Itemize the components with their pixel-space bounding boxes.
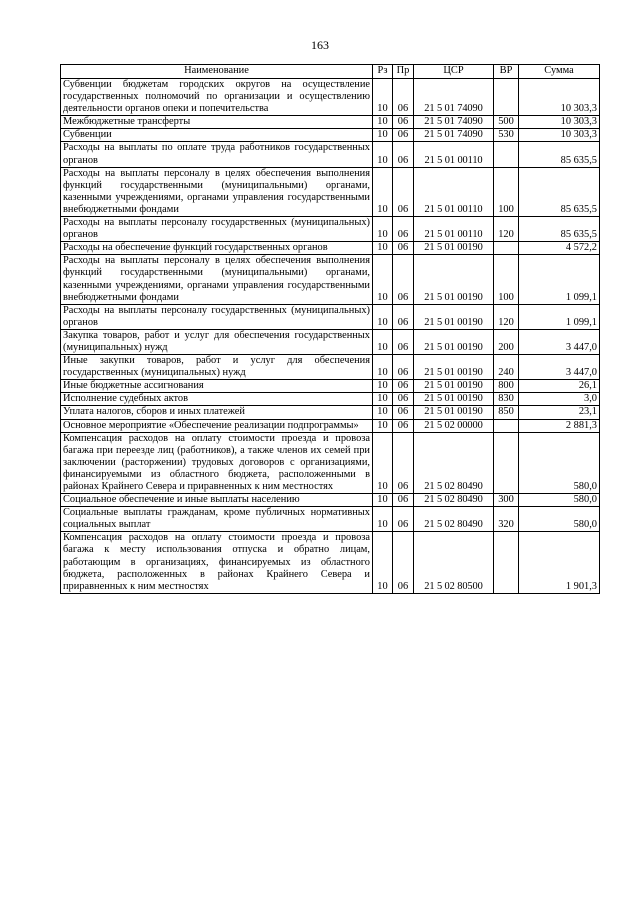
cell-sum: 23,1 (519, 406, 600, 419)
cell-name: Иные закупки товаров, работ и услуг для обеспечения государственных (муниципальных) нужд (61, 355, 373, 380)
cell-csr: 21 5 01 74090 (414, 116, 494, 129)
cell-pr: 06 (393, 507, 414, 532)
column-header-name: Наименование (61, 65, 373, 79)
cell-sum: 1 099,1 (519, 304, 600, 329)
table-row (61, 304, 600, 329)
cell-csr: 21 5 01 00190 (414, 406, 494, 419)
cell-vr: 500 (494, 116, 519, 129)
cell-csr: 21 5 01 00190 (414, 355, 494, 380)
cell-rz: 10 (373, 507, 393, 532)
cell-sum: 85 635,5 (519, 217, 600, 242)
cell-pr: 06 (393, 532, 414, 593)
cell-rz: 10 (373, 242, 393, 255)
cell-pr: 06 (393, 304, 414, 329)
cell-vr: 530 (494, 129, 519, 142)
cell-sum: 10 303,3 (519, 129, 600, 142)
cell-vr: 240 (494, 355, 519, 380)
table-row (61, 355, 600, 380)
cell-vr: 830 (494, 393, 519, 406)
cell-sum: 580,0 (519, 507, 600, 532)
cell-vr: 320 (494, 507, 519, 532)
cell-sum: 3,0 (519, 393, 600, 406)
column-header-vr: ВР (494, 65, 519, 79)
cell-csr: 21 5 01 00110 (414, 167, 494, 216)
cell-pr: 06 (393, 217, 414, 242)
cell-rz: 10 (373, 304, 393, 329)
table-row (61, 380, 600, 393)
cell-rz: 10 (373, 255, 393, 304)
cell-pr: 06 (393, 129, 414, 142)
cell-vr: 100 (494, 167, 519, 216)
cell-vr: 120 (494, 304, 519, 329)
cell-name: Уплата налогов, сборов и иных платежей (61, 406, 373, 419)
cell-name: Закупка товаров, работ и услуг для обеспечения государственных (муниципальных) нужд (61, 329, 373, 354)
cell-pr: 06 (393, 79, 414, 116)
cell-csr: 21 5 01 00190 (414, 329, 494, 354)
cell-pr: 06 (393, 255, 414, 304)
table-header-row (61, 65, 600, 79)
cell-sum: 580,0 (519, 432, 600, 493)
cell-vr (494, 242, 519, 255)
cell-sum: 3 447,0 (519, 329, 600, 354)
column-header-csr: ЦСР (414, 65, 494, 79)
cell-pr: 06 (393, 242, 414, 255)
cell-sum: 2 881,3 (519, 419, 600, 432)
cell-sum: 26,1 (519, 380, 600, 393)
cell-name: Социальные выплаты гражданам, кроме публичных нормативных социальных выплат (61, 507, 373, 532)
cell-csr: 21 5 02 80490 (414, 507, 494, 532)
table-row (61, 79, 600, 116)
table-row (61, 507, 600, 532)
table-row (61, 255, 600, 304)
cell-sum: 4 572,2 (519, 242, 600, 255)
cell-vr (494, 419, 519, 432)
cell-name: Социальное обеспечение и иные выплаты населению (61, 494, 373, 507)
cell-sum: 10 303,3 (519, 79, 600, 116)
table-row (61, 406, 600, 419)
cell-sum: 85 635,5 (519, 142, 600, 167)
cell-rz: 10 (373, 355, 393, 380)
cell-rz: 10 (373, 432, 393, 493)
cell-name: Расходы на выплаты персоналу государственных (муниципальных) органов (61, 304, 373, 329)
cell-name: Расходы на выплаты персоналу в целях обеспечения выполнения функций государственными (муниципальными) органами, казенными учреждениями, органами управления государственными внебюджетными фондами (61, 167, 373, 216)
cell-csr: 21 5 01 00190 (414, 380, 494, 393)
table-row (61, 116, 600, 129)
cell-name: Межбюджетные трансферты (61, 116, 373, 129)
cell-pr: 06 (393, 329, 414, 354)
cell-rz: 10 (373, 406, 393, 419)
cell-rz: 10 (373, 79, 393, 116)
cell-csr: 21 5 01 00190 (414, 393, 494, 406)
cell-rz: 10 (373, 142, 393, 167)
cell-sum: 1 901,3 (519, 532, 600, 593)
cell-sum: 10 303,3 (519, 116, 600, 129)
budget-table (60, 64, 600, 594)
cell-pr: 06 (393, 167, 414, 216)
cell-rz: 10 (373, 329, 393, 354)
cell-name: Основное мероприятие «Обеспечение реализации подпрограммы» (61, 419, 373, 432)
cell-csr: 21 5 01 74090 (414, 129, 494, 142)
cell-csr: 21 5 01 00190 (414, 255, 494, 304)
cell-csr: 21 5 01 00190 (414, 304, 494, 329)
table-row (61, 217, 600, 242)
cell-rz: 10 (373, 393, 393, 406)
page-number: 163 (311, 38, 329, 52)
cell-rz: 10 (373, 167, 393, 216)
cell-pr: 06 (393, 116, 414, 129)
cell-csr: 21 5 01 00110 (414, 217, 494, 242)
cell-vr (494, 79, 519, 116)
cell-vr (494, 532, 519, 593)
cell-csr: 21 5 02 80490 (414, 432, 494, 493)
cell-pr: 06 (393, 380, 414, 393)
cell-rz: 10 (373, 380, 393, 393)
cell-csr: 21 5 01 00190 (414, 242, 494, 255)
cell-pr: 06 (393, 393, 414, 406)
cell-pr: 06 (393, 406, 414, 419)
cell-rz: 10 (373, 532, 393, 593)
cell-vr: 300 (494, 494, 519, 507)
cell-csr: 21 5 01 00110 (414, 142, 494, 167)
cell-sum: 85 635,5 (519, 167, 600, 216)
table-row (61, 393, 600, 406)
cell-name: Иные бюджетные ассигнования (61, 380, 373, 393)
cell-pr: 06 (393, 419, 414, 432)
table-row (61, 494, 600, 507)
table-row (61, 167, 600, 216)
cell-name: Субвенции бюджетам городских округов на осуществление государственных полномочий по организации и осуществлению деятельности органов опеки и попечительства (61, 79, 373, 116)
cell-sum: 580,0 (519, 494, 600, 507)
cell-vr (494, 142, 519, 167)
cell-rz: 10 (373, 494, 393, 507)
cell-vr: 120 (494, 217, 519, 242)
table-row (61, 419, 600, 432)
cell-name: Компенсация расходов на оплату стоимости проезда и провоза багажа к месту использования отпуска и обратно лицам, работающим в организациях, финансируемых из областного бюджета, расположенных в районах Крайнего Севера и приравненных к ним местностях (61, 532, 373, 593)
cell-name: Расходы на обеспечение функций государственных органов (61, 242, 373, 255)
cell-rz: 10 (373, 116, 393, 129)
cell-pr: 06 (393, 494, 414, 507)
cell-csr: 21 5 02 80500 (414, 532, 494, 593)
cell-pr: 06 (393, 432, 414, 493)
cell-name: Субвенции (61, 129, 373, 142)
cell-name: Компенсация расходов на оплату стоимости проезда и провоза багажа при переезде лиц (работников), а также членов их семей при заключении (расторжении) трудовых договоров с организациями, финансируемыми из областного бюджета, расположенными в районах Крайнего Севера и приравненных к ним местностях (61, 432, 373, 493)
table-row (61, 242, 600, 255)
column-header-rz: Рз (373, 65, 393, 79)
column-header-sum: Сумма (519, 65, 600, 79)
table-row (61, 329, 600, 354)
cell-csr: 21 5 01 74090 (414, 79, 494, 116)
table-body (61, 79, 600, 594)
cell-rz: 10 (373, 129, 393, 142)
cell-vr (494, 432, 519, 493)
cell-csr: 21 5 02 80490 (414, 494, 494, 507)
cell-name: Расходы на выплаты персоналу в целях обеспечения выполнения функций государственными (муниципальными) органами, казенными учреждениями, органами управления государственными внебюджетными фондами (61, 255, 373, 304)
cell-rz: 10 (373, 217, 393, 242)
table-row (61, 142, 600, 167)
table-row (61, 432, 600, 493)
cell-sum: 3 447,0 (519, 355, 600, 380)
column-header-pr: Пр (393, 65, 414, 79)
cell-sum: 1 099,1 (519, 255, 600, 304)
cell-vr: 850 (494, 406, 519, 419)
cell-vr: 100 (494, 255, 519, 304)
cell-name: Расходы на выплаты персоналу государственных (муниципальных) органов (61, 217, 373, 242)
cell-pr: 06 (393, 355, 414, 380)
cell-pr: 06 (393, 142, 414, 167)
table-row (61, 129, 600, 142)
cell-name: Исполнение судебных актов (61, 393, 373, 406)
cell-csr: 21 5 02 00000 (414, 419, 494, 432)
table-row (61, 532, 600, 593)
cell-vr: 800 (494, 380, 519, 393)
cell-rz: 10 (373, 419, 393, 432)
cell-vr: 200 (494, 329, 519, 354)
cell-name: Расходы на выплаты по оплате труда работников государственных органов (61, 142, 373, 167)
